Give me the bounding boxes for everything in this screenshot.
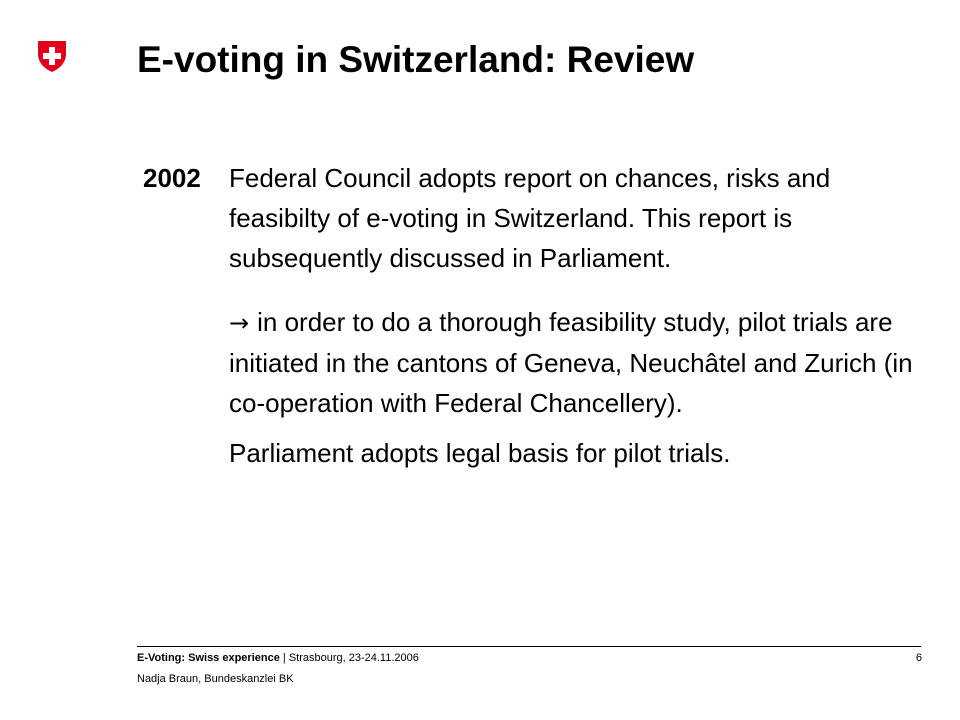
- page-number: 6: [915, 652, 922, 664]
- year-label: 2002: [143, 163, 201, 193]
- footer-subject: [137, 651, 419, 665]
- paragraph-pilot-trials-text: in order to do a thorough feasibility study, pilot trials are initiated in the cantons of Geneva, Neuchâtel and Zurich (in co-operation with Federal Chancellery).: [229, 307, 913, 418]
- paragraph-report: Federal Council adopts report on chances, risks and feasibilty of e-voting in Switzerland. This report is subsequently discussed in Parliament.: [229, 163, 831, 273]
- slide-title: E-voting in Switzerland: Review: [137, 39, 695, 80]
- footer-subject-bold: E-Voting: Swiss experience: [137, 652, 280, 664]
- paragraph-legal-basis: Parliament adopts legal basis for pilot trials.: [229, 438, 731, 468]
- swiss-cross-shield-icon: [35, 39, 69, 73]
- entry-body: [229, 158, 929, 473]
- footer-subject-rest: | Strasbourg, 23-24.11.2006: [279, 652, 419, 664]
- footer-author: Nadja Braun, Bundeskanzlei BK: [137, 673, 294, 685]
- paragraph-pilot-trials: [229, 302, 929, 423]
- footer-divider: [137, 646, 921, 647]
- right-arrow-icon: →: [229, 309, 250, 337]
